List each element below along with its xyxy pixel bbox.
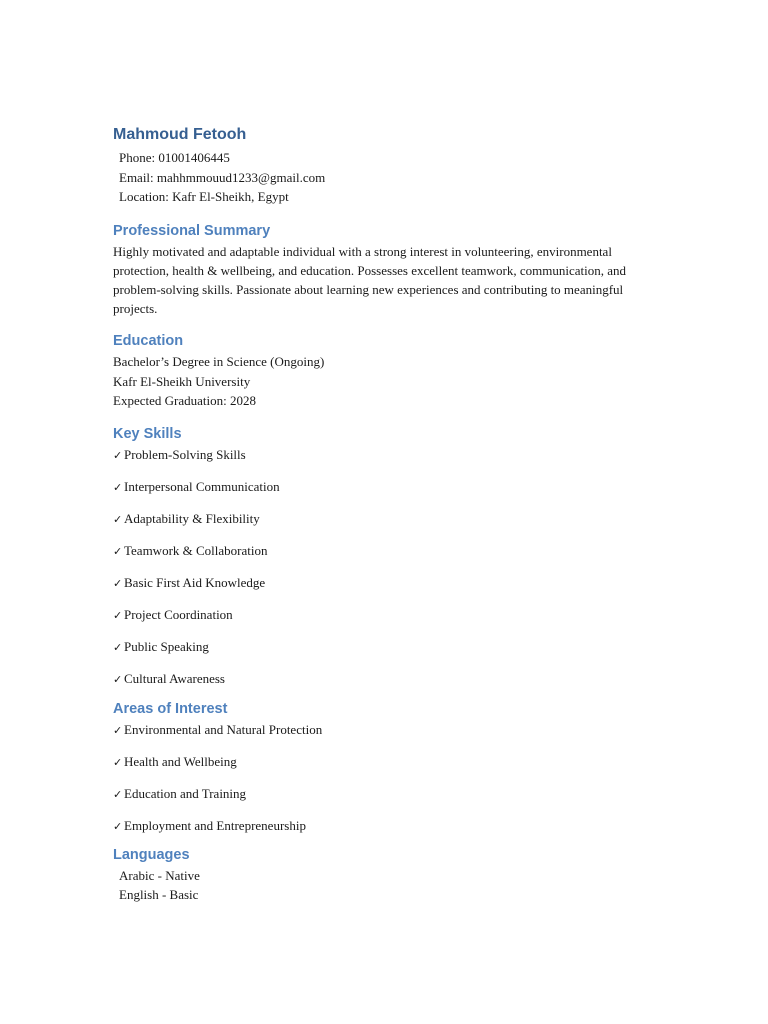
- skill-label: Problem-Solving Skills: [124, 446, 246, 462]
- interests-heading: Areas of Interest: [113, 700, 228, 717]
- list-item: [113, 605, 653, 637]
- resume-name: Mahmoud Fetooh: [113, 126, 247, 143]
- checkmark-icon: ✓: [113, 819, 123, 833]
- list-item: [113, 573, 653, 605]
- contact-phone: Phone: 01001406445: [119, 150, 230, 165]
- list-item: [113, 477, 653, 509]
- checkmark-icon: ✓: [113, 723, 123, 737]
- resume-page: [113, 124, 653, 905]
- checkmark-icon: ✓: [113, 755, 123, 769]
- list-item: [113, 816, 653, 838]
- education-degree: Bachelor’s Degree in Science (Ongoing): [113, 354, 325, 370]
- list-item: [113, 720, 653, 752]
- skills-list: [113, 445, 653, 691]
- skill-label: Basic First Aid Knowledge: [124, 574, 266, 590]
- interest-label: Employment and Entrepreneurship: [124, 817, 306, 833]
- interests-list: [113, 720, 653, 838]
- checkmark-icon: ✓: [113, 640, 123, 654]
- skill-label: Interpersonal Communication: [124, 478, 280, 494]
- checkmark-icon: ✓: [113, 576, 123, 590]
- education-graduation: Expected Graduation: 2028: [113, 393, 256, 409]
- list-item: [113, 784, 653, 816]
- interest-label: Health and Wellbeing: [124, 753, 237, 769]
- education-school: Kafr El-Sheikh University: [113, 373, 251, 389]
- language-item: Arabic - Native: [119, 867, 200, 883]
- checkmark-icon: ✓: [113, 608, 123, 622]
- checkmark-icon: ✓: [113, 448, 123, 462]
- contact-block: [119, 148, 653, 207]
- skill-label: Cultural Awareness: [124, 670, 225, 686]
- skill-label: Project Coordination: [124, 606, 233, 622]
- skill-label: Teamwork & Collaboration: [124, 542, 268, 558]
- skill-label: Adaptability & Flexibility: [124, 510, 260, 526]
- skills-heading: Key Skills: [113, 425, 182, 442]
- checkmark-icon: ✓: [113, 672, 123, 686]
- list-item: [113, 509, 653, 541]
- contact-location: Location: Kafr El-Sheikh, Egypt: [119, 189, 289, 204]
- list-item: [113, 752, 653, 784]
- summary-text: Highly motivated and adaptable individual with a strong interest in volunteering, environmental protection, health & wellbeing, and education. Possesses excellent teamwork, communication, and problem-solving skills. Passionate about learning new experiences and contributing to meaningful projects.: [113, 243, 626, 317]
- checkmark-icon: ✓: [113, 544, 123, 558]
- interest-label: Education and Training: [124, 785, 247, 801]
- interest-label: Environmental and Natural Protection: [124, 721, 323, 737]
- language-item: English - Basic: [119, 887, 199, 903]
- contact-email: Email: mahhmmouud1233@gmail.com: [119, 169, 326, 185]
- education-heading: Education: [113, 333, 184, 350]
- list-item: [113, 637, 653, 669]
- list-item: [113, 541, 653, 573]
- languages-block: [119, 866, 653, 905]
- checkmark-icon: ✓: [113, 787, 123, 801]
- checkmark-icon: ✓: [113, 512, 123, 526]
- languages-heading: Languages: [113, 846, 190, 863]
- skill-label: Public Speaking: [124, 638, 209, 654]
- education-block: [113, 352, 653, 411]
- checkmark-icon: ✓: [113, 480, 123, 494]
- summary-heading: Professional Summary: [113, 222, 271, 239]
- list-item: [113, 445, 653, 477]
- list-item: [113, 669, 653, 691]
